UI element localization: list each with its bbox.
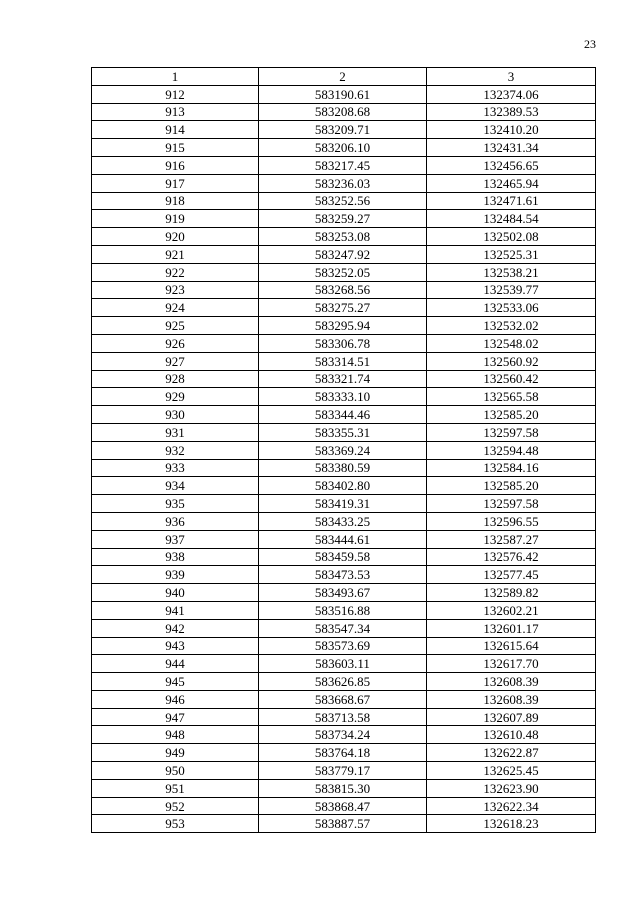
cell-x-coordinate: 583268.56 [259, 281, 427, 299]
cell-point-number: 949 [92, 744, 259, 762]
cell-y-coordinate: 132622.87 [427, 744, 596, 762]
cell-point-number: 917 [92, 174, 259, 192]
cell-point-number: 936 [92, 512, 259, 530]
cell-x-coordinate: 583275.27 [259, 299, 427, 317]
cell-y-coordinate: 132577.45 [427, 566, 596, 584]
table-row [92, 762, 596, 780]
table-row [92, 601, 596, 619]
cell-x-coordinate: 583259.27 [259, 210, 427, 228]
table-row [92, 281, 596, 299]
cell-x-coordinate: 583734.24 [259, 726, 427, 744]
table-row [92, 388, 596, 406]
cell-y-coordinate: 132456.65 [427, 156, 596, 174]
cell-point-number: 939 [92, 566, 259, 584]
cell-x-coordinate: 583433.25 [259, 512, 427, 530]
cell-y-coordinate: 132618.23 [427, 815, 596, 833]
cell-x-coordinate: 583369.24 [259, 441, 427, 459]
column-header-y-coordinate: 3 [427, 68, 596, 86]
cell-x-coordinate: 583252.05 [259, 263, 427, 281]
cell-point-number: 922 [92, 263, 259, 281]
page-number: 23 [584, 37, 596, 51]
cell-x-coordinate: 583493.67 [259, 584, 427, 602]
table-row [92, 708, 596, 726]
cell-y-coordinate: 132584.16 [427, 459, 596, 477]
cell-y-coordinate: 132533.06 [427, 299, 596, 317]
table-row [92, 495, 596, 513]
cell-y-coordinate: 132597.58 [427, 423, 596, 441]
table-row [92, 815, 596, 833]
cell-x-coordinate: 583190.61 [259, 85, 427, 103]
cell-x-coordinate: 583252.56 [259, 192, 427, 210]
cell-point-number: 930 [92, 406, 259, 424]
table-row [92, 779, 596, 797]
table-row [92, 548, 596, 566]
table-row [92, 797, 596, 815]
cell-y-coordinate: 132560.42 [427, 370, 596, 388]
cell-point-number: 935 [92, 495, 259, 513]
cell-x-coordinate: 583516.88 [259, 601, 427, 619]
cell-point-number: 912 [92, 85, 259, 103]
cell-point-number: 921 [92, 245, 259, 263]
cell-point-number: 915 [92, 139, 259, 157]
cell-point-number: 942 [92, 619, 259, 637]
cell-point-number: 916 [92, 156, 259, 174]
cell-y-coordinate: 132602.21 [427, 601, 596, 619]
cell-x-coordinate: 583547.34 [259, 619, 427, 637]
cell-x-coordinate: 583402.80 [259, 477, 427, 495]
cell-y-coordinate: 132502.08 [427, 228, 596, 246]
cell-point-number: 924 [92, 299, 259, 317]
cell-x-coordinate: 583459.58 [259, 548, 427, 566]
table-row [92, 673, 596, 691]
table-row [92, 726, 596, 744]
table-row [92, 744, 596, 762]
coordinates-table [91, 67, 596, 833]
cell-y-coordinate: 132539.77 [427, 281, 596, 299]
cell-point-number: 923 [92, 281, 259, 299]
cell-point-number: 927 [92, 352, 259, 370]
cell-point-number: 951 [92, 779, 259, 797]
cell-y-coordinate: 132617.70 [427, 655, 596, 673]
cell-x-coordinate: 583473.53 [259, 566, 427, 584]
cell-point-number: 929 [92, 388, 259, 406]
table-row [92, 139, 596, 157]
cell-y-coordinate: 132608.39 [427, 673, 596, 691]
cell-x-coordinate: 583333.10 [259, 388, 427, 406]
cell-y-coordinate: 132622.34 [427, 797, 596, 815]
cell-x-coordinate: 583314.51 [259, 352, 427, 370]
cell-x-coordinate: 583253.08 [259, 228, 427, 246]
column-header-point-number: 1 [92, 68, 259, 86]
table-row [92, 192, 596, 210]
cell-point-number: 914 [92, 121, 259, 139]
table-row [92, 352, 596, 370]
cell-y-coordinate: 132410.20 [427, 121, 596, 139]
cell-point-number: 920 [92, 228, 259, 246]
cell-point-number: 932 [92, 441, 259, 459]
cell-point-number: 926 [92, 334, 259, 352]
cell-y-coordinate: 132548.02 [427, 334, 596, 352]
table-row [92, 566, 596, 584]
table-row [92, 530, 596, 548]
cell-x-coordinate: 583355.31 [259, 423, 427, 441]
table-row [92, 174, 596, 192]
table-row [92, 477, 596, 495]
table-row [92, 299, 596, 317]
cell-x-coordinate: 583295.94 [259, 317, 427, 335]
table-row [92, 85, 596, 103]
cell-point-number: 913 [92, 103, 259, 121]
table-row [92, 210, 596, 228]
cell-point-number: 919 [92, 210, 259, 228]
cell-x-coordinate: 583208.68 [259, 103, 427, 121]
table-row [92, 334, 596, 352]
table-row [92, 263, 596, 281]
cell-y-coordinate: 132601.17 [427, 619, 596, 637]
table-row [92, 441, 596, 459]
cell-point-number: 933 [92, 459, 259, 477]
table-row [92, 245, 596, 263]
cell-y-coordinate: 132532.02 [427, 317, 596, 335]
cell-y-coordinate: 132597.58 [427, 495, 596, 513]
cell-point-number: 944 [92, 655, 259, 673]
cell-point-number: 940 [92, 584, 259, 602]
cell-y-coordinate: 132465.94 [427, 174, 596, 192]
cell-point-number: 934 [92, 477, 259, 495]
cell-point-number: 928 [92, 370, 259, 388]
table-row [92, 690, 596, 708]
table-row [92, 406, 596, 424]
cell-y-coordinate: 132565.58 [427, 388, 596, 406]
cell-y-coordinate: 132389.53 [427, 103, 596, 121]
cell-x-coordinate: 583713.58 [259, 708, 427, 726]
cell-x-coordinate: 583603.11 [259, 655, 427, 673]
cell-x-coordinate: 583764.18 [259, 744, 427, 762]
cell-point-number: 931 [92, 423, 259, 441]
table-row [92, 655, 596, 673]
cell-point-number: 946 [92, 690, 259, 708]
cell-y-coordinate: 132608.39 [427, 690, 596, 708]
cell-x-coordinate: 583868.47 [259, 797, 427, 815]
cell-point-number: 918 [92, 192, 259, 210]
cell-point-number: 945 [92, 673, 259, 691]
cell-y-coordinate: 132484.54 [427, 210, 596, 228]
column-header-x-coordinate: 2 [259, 68, 427, 86]
table-row [92, 317, 596, 335]
cell-x-coordinate: 583444.61 [259, 530, 427, 548]
cell-x-coordinate: 583815.30 [259, 779, 427, 797]
cell-y-coordinate: 132596.55 [427, 512, 596, 530]
cell-x-coordinate: 583321.74 [259, 370, 427, 388]
cell-x-coordinate: 583573.69 [259, 637, 427, 655]
cell-point-number: 925 [92, 317, 259, 335]
cell-point-number: 941 [92, 601, 259, 619]
cell-x-coordinate: 583668.67 [259, 690, 427, 708]
cell-y-coordinate: 132594.48 [427, 441, 596, 459]
table-row [92, 121, 596, 139]
cell-y-coordinate: 132538.21 [427, 263, 596, 281]
cell-point-number: 950 [92, 762, 259, 780]
cell-point-number: 938 [92, 548, 259, 566]
cell-x-coordinate: 583206.10 [259, 139, 427, 157]
table-row [92, 370, 596, 388]
cell-y-coordinate: 132589.82 [427, 584, 596, 602]
cell-x-coordinate: 583419.31 [259, 495, 427, 513]
table-row [92, 459, 596, 477]
cell-y-coordinate: 132585.20 [427, 477, 596, 495]
cell-y-coordinate: 132560.92 [427, 352, 596, 370]
cell-y-coordinate: 132587.27 [427, 530, 596, 548]
table-row [92, 584, 596, 602]
cell-point-number: 943 [92, 637, 259, 655]
cell-y-coordinate: 132374.06 [427, 85, 596, 103]
cell-y-coordinate: 132625.45 [427, 762, 596, 780]
table-row [92, 423, 596, 441]
cell-x-coordinate: 583626.85 [259, 673, 427, 691]
cell-x-coordinate: 583380.59 [259, 459, 427, 477]
cell-x-coordinate: 583344.46 [259, 406, 427, 424]
table-body [92, 85, 596, 832]
cell-x-coordinate: 583779.17 [259, 762, 427, 780]
cell-point-number: 948 [92, 726, 259, 744]
cell-y-coordinate: 132610.48 [427, 726, 596, 744]
table-row [92, 156, 596, 174]
cell-point-number: 952 [92, 797, 259, 815]
cell-x-coordinate: 583236.03 [259, 174, 427, 192]
cell-x-coordinate: 583209.71 [259, 121, 427, 139]
table-row [92, 103, 596, 121]
table-row [92, 619, 596, 637]
cell-point-number: 953 [92, 815, 259, 833]
cell-x-coordinate: 583217.45 [259, 156, 427, 174]
cell-point-number: 937 [92, 530, 259, 548]
cell-y-coordinate: 132607.89 [427, 708, 596, 726]
cell-y-coordinate: 132576.42 [427, 548, 596, 566]
table-row [92, 228, 596, 246]
cell-point-number: 947 [92, 708, 259, 726]
cell-y-coordinate: 132585.20 [427, 406, 596, 424]
cell-x-coordinate: 583247.92 [259, 245, 427, 263]
cell-x-coordinate: 583887.57 [259, 815, 427, 833]
table-row [92, 637, 596, 655]
table-header-row [92, 68, 596, 86]
cell-y-coordinate: 132471.61 [427, 192, 596, 210]
cell-y-coordinate: 132615.64 [427, 637, 596, 655]
cell-y-coordinate: 132431.34 [427, 139, 596, 157]
table-row [92, 512, 596, 530]
cell-x-coordinate: 583306.78 [259, 334, 427, 352]
cell-y-coordinate: 132623.90 [427, 779, 596, 797]
cell-y-coordinate: 132525.31 [427, 245, 596, 263]
